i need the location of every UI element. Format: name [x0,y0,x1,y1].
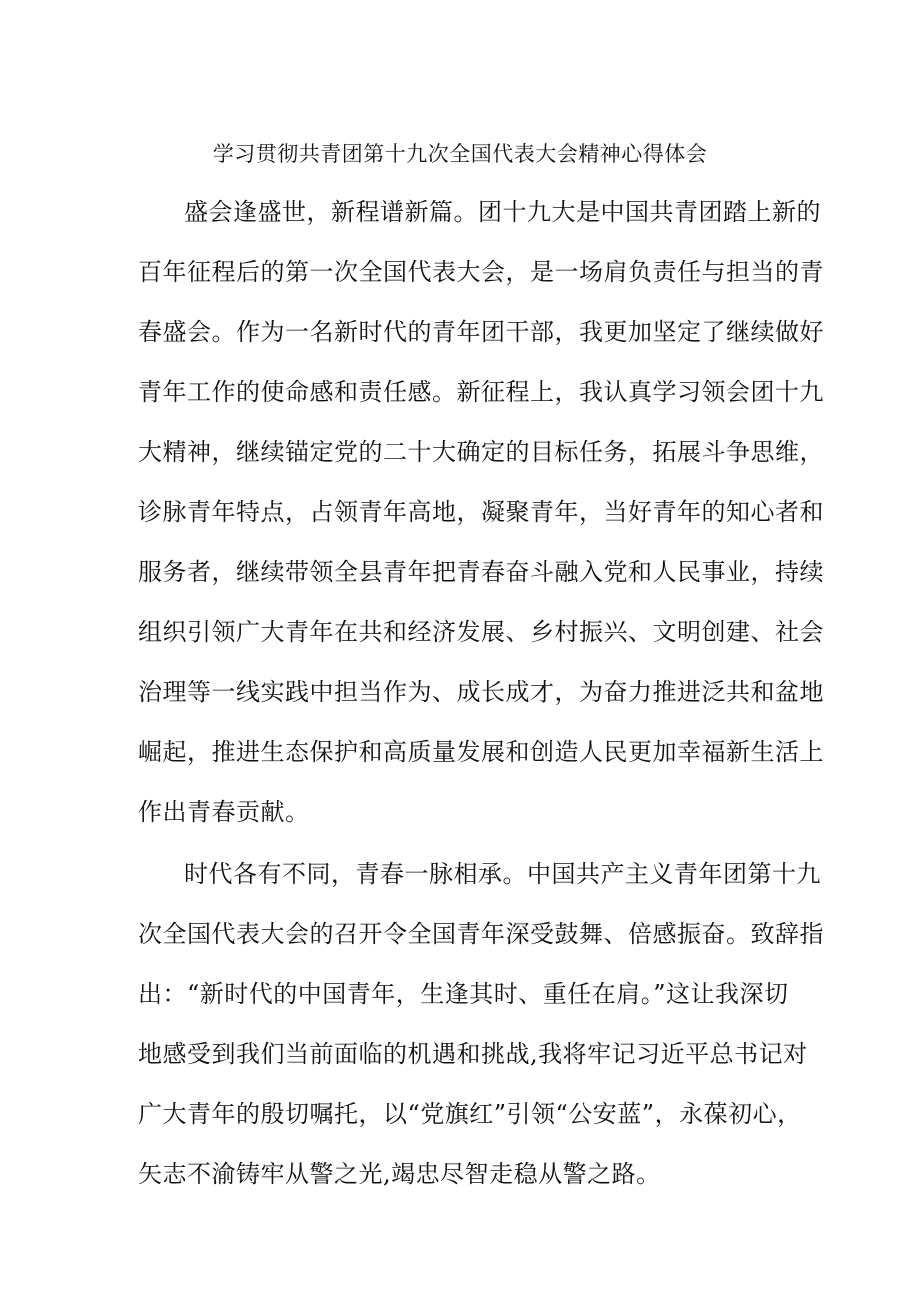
paragraph-line: 盛会逢盛世，新程谱新篇。团十九大是中国共青团踏上新的 [184,198,821,226]
paragraph-line: 春盛会。作为一名新时代的青年团干部，我更加坚定了继续做好 [138,318,824,346]
paragraph-line: 服务者，继续带领全县青年把青春奋斗融入党和人民事业，持续 [138,558,824,586]
paragraph-line: 崛起，推进生态保护和高质量发展和创造人民更加幸福新生活上 [138,738,824,766]
paragraph-line: 地感受到我们当前面临的机遇和挑战,我将牢记习近平总书记对 [138,1040,808,1068]
paragraph-line: 矢志不渝铸牢从警之光,竭忠尽智走稳从警之路。 [138,1160,661,1188]
paragraph-line: 出：“新时代的中国青年，生逢其时、重任在肩。”这让我深切 [138,980,789,1008]
paragraph-line: 组织引领广大青年在共和经济发展、乡村振兴、文明创建、社会 [138,618,824,646]
paragraph-line: 青年工作的使命感和责任感。新征程上，我认真学习领会团十九 [138,378,824,406]
paragraph-line: 大精神，继续锚定党的二十大确定的目标任务，拓展斗争思维， [138,438,824,466]
paragraph-line: 次全国代表大会的召开令全国青年深受鼓舞、倍感振奋。致辞指 [138,920,824,948]
paragraph-line: 百年征程后的第一次全国代表大会，是一场肩负责任与担当的青 [138,258,824,286]
paragraph-line: 治理等一线实践中担当作为、成长成才，为奋力推进泛共和盆地 [138,678,824,706]
paragraph-line: 广大青年的殷切嘱托，以“党旗红”引领“公安蓝”，永葆初心， [138,1100,802,1128]
paragraph-line: 作出青春贡献。 [138,798,310,826]
paragraph-line: 时代各有不同，青春一脉相承。中国共产主义青年团第十九 [184,860,821,888]
document-title: 学习贯彻共青团第十九次全国代表大会精神心得体会 [212,142,708,166]
paragraph-line: 诊脉青年特点，占领青年高地，凝聚青年，当好青年的知心者和 [138,498,824,526]
